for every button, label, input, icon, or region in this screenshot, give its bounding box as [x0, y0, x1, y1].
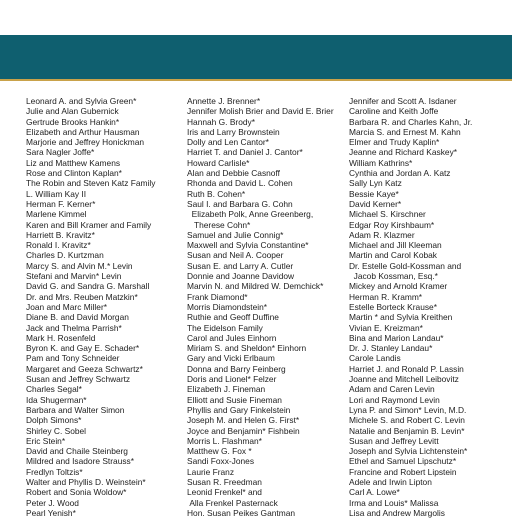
donor-name: Stefani and Marvin* Levin [26, 271, 122, 282]
donor-column-1 [26, 96, 186, 518]
donor-name: Joan and Marc Miller* [26, 301, 107, 312]
donor-name: Dr. and Mrs. Reuben Matzkin* [26, 291, 138, 302]
donor-name: William Kathrins* [349, 157, 413, 168]
donor-name: Carole Landis [349, 353, 401, 364]
donor-name: Charles D. Kurtzman [26, 250, 104, 261]
donor-name: Elizabeth Polk, Anne Greenberg, [187, 209, 314, 220]
donor-name: Morris Diamondstein* [187, 301, 268, 312]
donor-name: David G. and Sandra G. Marshall [26, 281, 150, 292]
donor-name: Martin * and Sylvia Kreithen [349, 312, 453, 323]
donor-name: Francine and Robert Lipstein [349, 466, 457, 477]
donor-name: Harriet J. and Ronald P. Lassin [349, 363, 464, 374]
donor-name: Hannah G. Brody* [187, 116, 255, 127]
donor-name: Walter and Phyllis D. Weinstein* [26, 476, 146, 487]
donor-name: Sally Lyn Katz [349, 178, 402, 189]
donor-name: Mickey and Arnold Kramer [349, 281, 448, 292]
donor-name: Bessie Kaye* [349, 188, 399, 199]
donor-name: Susan E. and Larry A. Cutler [187, 260, 294, 271]
donor-name: L. William Kay II [26, 188, 87, 199]
donor-name: Fredlyn Toltzis* [26, 466, 83, 477]
donor-name: Bina and Marion Landau* [349, 332, 444, 343]
donor-name: Gary and Vicki Erlbaum [187, 353, 275, 364]
donor-name: Peter J. Wood [26, 497, 79, 508]
donor-name: Ethel and Samuel Lipschutz* [349, 456, 457, 467]
donor-name: Jeanne and Richard Kaskey* [349, 147, 458, 158]
donor-name: Gertrude Brooks Hankin* [26, 116, 120, 127]
donor-name: Lori and Raymond Levin [349, 394, 440, 405]
donor-name: Howard Carlisle* [187, 157, 250, 168]
donor-name: Marjorie and Jeffrey Honickman [26, 137, 145, 148]
donor-name: Laurie Franz [187, 466, 235, 477]
donor-name: Vivian E. Kreizman* [349, 322, 423, 333]
donor-name: Natalie and Benjamin B. Levin* [349, 425, 465, 436]
donor-name: Saul I. and Barbara G. Cohn [187, 198, 293, 209]
donor-name: Hon. Susan Peikes Gantman [187, 507, 296, 518]
donor-name: Joseph M. and Helen G. First* [187, 415, 300, 426]
header-banner [0, 35, 512, 81]
donor-name: Lisa and Andrew Margolis [349, 507, 445, 518]
donor-name: Donna and Barry Feinberg [187, 363, 286, 374]
donor-name: Susan and Jeffrey Levitt [349, 435, 439, 446]
donor-name: Jack and Thelma Parrish* [26, 322, 122, 333]
donor-name: Michael and Jill Kleeman [349, 240, 442, 251]
donor-name: Susan and Jeffrey Schwartz [26, 374, 131, 385]
donor-column-2 [187, 96, 347, 518]
donor-name: Adele and Irwin Lipton [349, 476, 432, 487]
donor-name: Elizabeth and Arthur Hausman [26, 126, 140, 137]
donor-name: Harriet T. and Daniel J. Cantor* [187, 147, 303, 158]
donor-column-3 [349, 96, 505, 518]
donor-name: Therese Cohn* [187, 219, 251, 230]
donor-name: Julie and Alan Gubernick [26, 106, 119, 117]
donor-name: Marvin N. and Mildred W. Demchick* [187, 281, 324, 292]
donor-name: Donnie and Joanne Davidow [187, 271, 295, 282]
donor-name: Pearl Yenish* [26, 507, 76, 518]
donor-name: Mildred and Isadore Strauss* [26, 456, 134, 467]
donor-name: Robert and Sonia Woldow* [26, 487, 127, 498]
donor-name: Rose and Clinton Kaplan* [26, 168, 122, 179]
donor-name: Annette J. Brenner* [187, 96, 261, 106]
donor-name: Martin and Carol Kobak [349, 250, 437, 261]
donor-name: Marcia S. and Ernest M. Kahn [349, 126, 461, 137]
donor-name: Margaret and Geeza Schwartz* [26, 363, 143, 374]
donor-list [0, 96, 512, 518]
donor-name: Leonard A. and Sylvia Green* [26, 96, 137, 106]
donor-name: Rhonda and David L. Cohen [187, 178, 293, 189]
donor-name: Adam R. Klazmer [349, 229, 415, 240]
donor-name: Adam and Caren Levin [349, 384, 435, 395]
donor-name: Carol and Jules Einhorn [187, 332, 277, 343]
donor-name: Shirley C. Sobel [26, 425, 87, 436]
donor-name: Eric Stein* [26, 435, 66, 446]
donor-name: Barbara R. and Charles Kahn, Jr. [349, 116, 473, 127]
donor-name: Dr. J. Stanley Landau* [349, 343, 433, 354]
donor-name: Michele S. and Robert C. Levin [349, 415, 465, 426]
donor-name: Morris L. Flashman* [187, 435, 262, 446]
donor-name: Ronald I. Kravitz* [26, 240, 91, 251]
donor-name: Ida Shugerman* [26, 394, 87, 405]
donor-name: Carl A. Lowe* [349, 487, 400, 498]
donor-name: Liz and Matthew Kamens [26, 157, 121, 168]
donor-name: David Kerner* [349, 198, 402, 209]
donor-name: Caroline and Keith Joffe [349, 106, 439, 117]
donor-name: Dolph Simons* [26, 415, 82, 426]
donor-name: Byron K. and Gay E. Schader* [26, 343, 140, 354]
donor-name: David and Chaile Steinberg [26, 446, 128, 457]
donor-name: Lyna P. and Simon* Levin, M.D. [349, 404, 467, 415]
donor-name: Edgar Roy Kirshbaum* [349, 219, 435, 230]
donor-name: Maxwell and Sylvia Constantine* [187, 240, 309, 251]
donor-name: Samuel and Julie Connig* [187, 229, 284, 240]
donor-name: Charles Segal* [26, 384, 82, 395]
donor-name: Phyllis and Gary Finkelstein [187, 404, 291, 415]
donor-name: Alan and Debbie Casnoff [187, 168, 280, 179]
donor-name: Leonid Frenkel* and [187, 487, 262, 498]
donor-name: Joanne and Mitchell Leibovitz [349, 374, 459, 385]
donor-name: Elmer and Trudy Kaplin* [349, 137, 440, 148]
donor-name: Susan R. Freedman [187, 476, 262, 487]
donor-name: Karen and Bill Kramer and Family [26, 219, 152, 230]
donor-name: Jacob Kossman, Esq.* [349, 271, 438, 282]
donor-name: Dolly and Len Cantor* [187, 137, 269, 148]
donor-name: Ruth B. Cohen* [187, 188, 246, 199]
donor-name: Susan and Neil A. Cooper [187, 250, 284, 261]
donor-name: Iris and Larry Brownstein [187, 126, 280, 137]
donor-name: Michael S. Kirschner [349, 209, 426, 220]
donor-name: Matthew G. Fox * [187, 446, 252, 457]
donor-name: Herman R. Kramm* [349, 291, 423, 302]
donor-name: Jennifer Molish Brier and David E. Brier [187, 106, 334, 117]
donor-name: The Eidelson Family [187, 322, 263, 333]
donor-name: Ruthie and Geoff Duffine [187, 312, 279, 323]
donor-name: Alla Frenkel Pasternack [187, 497, 278, 508]
donor-name: Sandi Foxx-Jones [187, 456, 255, 467]
donor-name: Irma and Louis* Malissa [349, 497, 439, 508]
donor-name: Harriett B. Kravitz* [26, 229, 95, 240]
donor-name: Barbara and Walter Simon [26, 404, 125, 415]
donor-name: Marlene Kimmel [26, 209, 87, 220]
donor-name: Estelle Borteck Krause* [349, 301, 437, 312]
top-margin [0, 0, 512, 35]
donor-name: Diane B. and David Morgan [26, 312, 129, 323]
donor-name: Joseph and Sylvia Lichtenstein* [349, 446, 468, 457]
donor-name: The Robin and Steven Katz Family [26, 178, 156, 189]
donor-name: Elliott and Susie Fineman [187, 394, 282, 405]
donor-name: Pam and Tony Schneider [26, 353, 120, 364]
donor-name: Sara Nagler Joffe* [26, 147, 95, 158]
donor-name: Miriam S. and Sheldon* Einhorn [187, 343, 307, 354]
donor-name: Cynthia and Jordan A. Katz [349, 168, 451, 179]
donor-name: Elizabeth J. Fineman [187, 384, 266, 395]
donor-name: Marcy S. and Alvin M.* Levin [26, 260, 133, 271]
donor-name: Jennifer and Scott A. Isdaner [349, 96, 457, 106]
donor-name: Herman F. Kerner* [26, 198, 96, 209]
donor-name: Dr. Estelle Gold-Kossman and [349, 260, 462, 271]
cut-off-column-edge [507, 96, 512, 512]
donor-name: Frank Diamond* [187, 291, 248, 302]
donor-name: Mark H. Rosenfeld [26, 332, 96, 343]
donor-name: Joyce and Benjamin* Fishbein [187, 425, 300, 436]
donor-name: Doris and Lionel* Felzer [187, 374, 277, 385]
